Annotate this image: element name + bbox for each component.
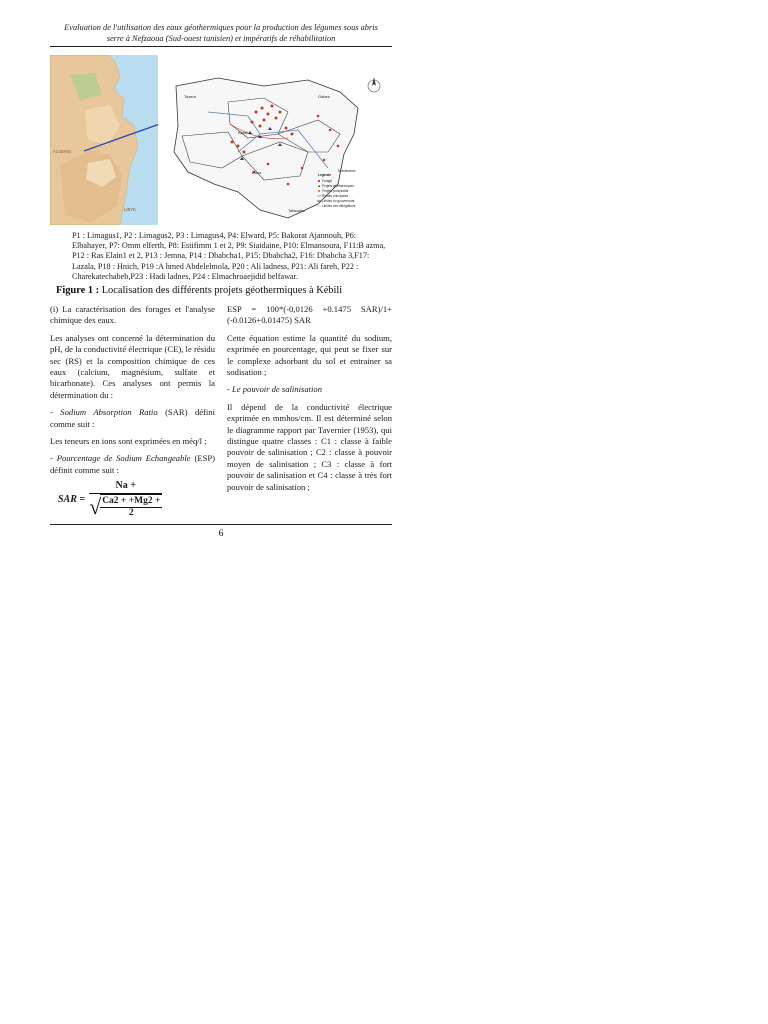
figure-title-text: Localisation des différents projets géothermiques à Kébili (99, 285, 343, 297)
header-rule (50, 46, 392, 47)
sar-definition-text: (SAR) défini comme suit : (50, 407, 215, 429)
paragraph-salinisation-classes: Il dépend de la conductivité électrique exprimée en mmhos/cm. Il est déterminé selon le diagramme rapport par Tavernier (1953), qui distingue quatre classes : C1 : classe à faible pouvoir de salinisation ; C2 : classe à pouvoir moyen de salinisation ; C3 : classe à fort pouvoir de salinisation et C4 : classe à très fort pouvoir de salinisation ; (227, 401, 392, 492)
formula-divisor: 2 (128, 508, 134, 519)
formula-radicand: Ca2 + +Mg2 + (100, 495, 162, 508)
formula-radical (100, 494, 162, 520)
right-column (227, 304, 392, 520)
map-label-libye: LIBYE (124, 207, 136, 212)
running-header (50, 22, 392, 44)
figure-title-prefix: Figure 1 : (56, 285, 100, 297)
legend-item-6: Limites des délégations (322, 204, 356, 208)
header-line-2: serre à Nefzaoua (Sud-ouest tunisien) et impératifs de réhabilitation (106, 34, 336, 43)
sqrt-icon: √ (89, 493, 102, 519)
paragraph-esp-equation: ESP = 100*(-0,0126 +0.1475 SAR)/1+ (-0.0126+0.01475) SAR (227, 304, 392, 326)
map-label-kebili: Kebili (238, 130, 248, 135)
paragraph-ion-units: Les teneurs en ions sont exprimées en méq/l ; (50, 436, 207, 447)
legend-item-5: Limites du gouvernorat (322, 199, 355, 203)
legend-item-4: Routes principales (322, 194, 349, 198)
legend-title: Légende (318, 173, 332, 177)
figure-1 (50, 55, 392, 225)
footer-rule (50, 524, 392, 525)
legend-item-2: Projets géothermiques (322, 184, 354, 188)
map-label-tataouine: Tataouine (288, 208, 306, 213)
kebili-map (168, 72, 392, 225)
paragraph-analyses: Les analyses ont concerné la détermination du pH, de la conductivité électrique (CE), le résidu sec (RS) et la composition chimique de ces eaux (calcium, magnésium, sulfate et bicarbonate). Ces analyses ont permis la détermination du : (50, 332, 215, 400)
page-number: 6 (218, 528, 224, 539)
left-column (50, 304, 215, 520)
sar-term: - Sodium Absorption Ratio (50, 407, 158, 418)
legend-item-1: Forage (322, 179, 333, 183)
sar-formula (50, 480, 215, 519)
map-label-algerie: ALGERIE (53, 149, 72, 154)
tunisia-map (50, 55, 158, 225)
map-label-gabes: Gabes (318, 94, 330, 99)
formula-fraction (89, 480, 162, 519)
formula-lhs: SAR = (58, 494, 86, 506)
formula-numerator: Na + (115, 480, 136, 492)
figure-title (56, 285, 392, 296)
paragraph-characterisation: (i) La caractérisation des forages et l'analyse chimique des eaux. (50, 304, 215, 326)
map-label-douz: Douz (252, 170, 262, 175)
esp-definition-text: (ESP) définit comme suit : (50, 453, 215, 475)
legend-item-3: Projets prospectifs (322, 189, 349, 193)
header-line-1: Evaluation de l'utilisation des eaux géothermiques pour la production des légumes sous abris (64, 23, 378, 32)
map-label-tozeur: Tozeur (184, 94, 197, 99)
paragraph-esp-explanation: Cette équation estime la quantité du sodium, exprimée en pourcentage, qui peut se fixer sur le complexe adsorbant du sol et entrainer sa sodisation ; (227, 332, 392, 378)
formula-denominator (89, 493, 162, 520)
paragraph-sar-definition (50, 407, 215, 430)
page (50, 22, 392, 539)
body-columns (50, 304, 392, 520)
paragraph-esp-definition (50, 453, 215, 476)
map-label-medenine: Medenine (338, 168, 356, 173)
paragraph-salinisation-heading: - Le pouvoir de salinisation (227, 384, 323, 395)
esp-term: - Pourcentage de Sodium Echangeable (50, 453, 191, 464)
figure-caption-list: P1 : Limagus1, P2 : Limagus2, P3 : Limagus4, P4: Elward, P5: Bakorat Ajannouh, P6: Elbahayer, P7: Omm elferth, P8: Estifimm 1 et 2, P9: Siaidaine, P10: Elmansoura, F11:B azma, P12 : Ras Elain1 et 2, P13 : Jemna, P14 : Dbabcha1, P15: Dbabcha2, F16: Dbabcha 3,F17: Lazala, P18 : Hnich, P19 :A hmed Abdelelmola, P20 : Ali ladness, P21: Ali fareh, P22 : Charekatechabeb,P23 : Hadi ladnes, P24 : Elmachroaejidid belfawar. (72, 231, 386, 281)
